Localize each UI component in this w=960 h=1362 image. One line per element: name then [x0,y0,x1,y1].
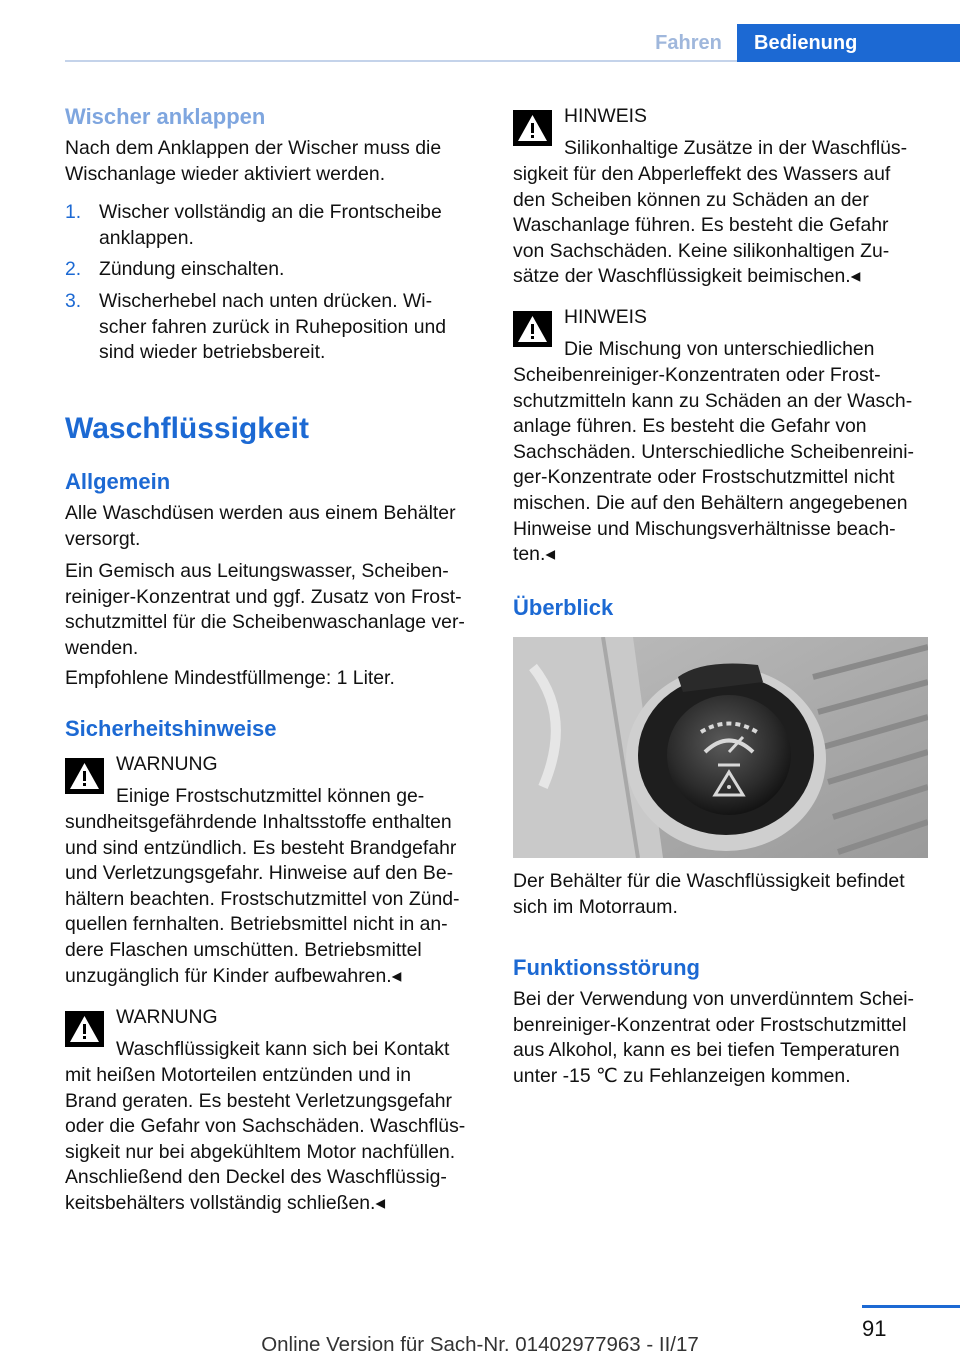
list-item [65,289,480,366]
text-line: Wischer vollständig an die Frontscheibe [99,201,442,223]
warning-triangle-icon [513,110,552,146]
text-line: schutzmittel für die Scheibenwaschanlage ver- [65,611,465,634]
text-line: Brand geraten. Es besteht Verletzungsgefahr [65,1089,452,1112]
allgemein-paragraph-2 [65,559,480,661]
photo-caption [513,869,928,920]
text-line: mit heißen Motorteilen entzünden und in [65,1064,412,1086]
tab-bedienung[interactable]: Bedienung [737,24,960,62]
section-title-waschfluessigkeit: Waschflüssigkeit [65,412,309,445]
hinweis-1-text [513,162,928,290]
text-line: schutzmitteln kann zu Schäden an der Wasch- [513,389,913,412]
text-line: dere Flaschen umschütten. Betriebsmittel [65,938,422,961]
warning-triangle-icon [65,758,104,794]
text-line: aus Alkohol, kann es bei tiefen Temperaturen [513,1039,900,1062]
text-line: Anschließend den Deckel des Waschflüssig- [65,1166,447,1189]
allgemein-paragraph-3: Empfohlene Mindestfüllmenge: 1 Liter. [65,667,395,689]
text-line: hältern beachten. Frostschutzmittel von Zünd- [65,887,460,910]
list-number: 1. [65,201,82,223]
warning-triangle-icon [65,1011,104,1047]
text-line: anklappen. [99,226,194,249]
text-line: Der Behälter für die Waschflüssigkeit befindet [513,870,905,892]
text-line: sigkeit nur bei abgekühltem Motor nachfüllen. [65,1140,456,1163]
text-line: Bei der Verwendung von unverdünntem Schei- [513,988,914,1010]
text-line: von Sachschäden. Keine silikonhaltigen Zu- [513,239,890,262]
text-line: ger-Konzentrate oder Frostschutzmittel nicht [513,466,895,489]
text-line: Alle Waschdüsen werden aus einem Behälter [65,502,456,524]
wischer-intro [65,136,480,187]
text-line: Hinweise und Mischungsverhältnisse beach- [513,517,896,540]
sicherheitshinweise-heading: Sicherheitshinweise [65,716,277,741]
warning-triangle-icon [513,311,552,347]
text-line: sigkeit für den Abperleffekt des Wassers auf [513,163,891,185]
warning-label: WARNUNG [116,753,218,775]
ueberblick-heading: Überblick [513,595,614,620]
text-line: ten.◂ [513,543,556,566]
hinweis-2-text [513,363,928,568]
text-line: wenden. [65,636,139,659]
text-line: versorgt. [65,527,141,550]
text-line: sich im Motorraum. [513,895,678,918]
text-line: Waschanlage führen. Es besteht die Gefahr [513,214,889,237]
text-line: mischen. Die auf den Behältern angegebenen [513,491,908,514]
list-number: 2. [65,258,82,280]
text-line: Scheibenreiniger-Konzentraten oder Frost- [513,364,881,386]
text-line: Wischerhebel nach unten drücken. Wi- [99,290,433,312]
text-line: Zündung einschalten. [99,258,285,280]
warning-label: WARNUNG [116,1006,218,1028]
text-line: oder die Gefahr von Sachschäden. Waschflüs- [65,1115,466,1138]
text-line: sind wieder betriebsbereit. [99,341,326,364]
allgemein-heading: Allgemein [65,469,171,494]
text-line: Waschflüssigkeit kann sich bei Kontakt [116,1038,450,1060]
hinweis-label: HINWEIS [564,105,647,127]
text-line: benreiniger-Konzentrat oder Frostschutzmittel [513,1013,907,1036]
warning-1-text [65,810,480,989]
text-line: und Verletzungsgefahr. Hinweise auf den Be- [65,862,454,885]
page-number: 91 [862,1316,887,1341]
online-version-footer: Online Version für Sach-Nr. 01402977963 - II/17 [261,1333,699,1356]
funktionsstoerung-heading: Funktionsstörung [513,955,700,980]
text-line: quellen fernhalten. Betriebsmittel nicht in an- [65,913,448,936]
funktionsstoerung-text [513,987,928,1089]
washer-fluid-cap-photo [513,637,928,858]
list-number: 3. [65,290,82,312]
list-item [65,200,480,251]
text-line: anlage führen. Es besteht die Gefahr von [513,415,867,438]
text-line: scher fahren zurück in Ruheposition und [99,315,447,338]
text-line: unter -15 ℃ zu Fehlanzeigen kommen. [513,1064,851,1087]
wischer-anklappen-heading: Wischer anklappen [65,104,266,129]
text-line: Ein Gemisch aus Leitungswasser, Scheiben- [65,560,449,582]
text-line: sundheitsgefährdende Inhaltsstoffe enthalten [65,811,452,833]
tab-fahren[interactable]: Fahren [655,31,722,54]
text-line: und sind entzündlich. Es besteht Brandgefahr [65,836,457,859]
text-line: Nach dem Anklappen der Wischer muss die [65,137,442,159]
warning-2-text [65,1063,480,1217]
footer-rule [862,1305,960,1308]
text-line: Wischanlage wieder aktiviert werden. [65,162,386,185]
text-line: unzugänglich für Kinder aufbewahren.◂ [65,964,402,987]
text-line: Silikonhaltige Zusätze in der Waschflüs- [564,137,908,159]
text-line: keitsbehälters vollständig schließen.◂ [65,1191,386,1214]
text-line: reiniger-Konzentrat und ggf. Zusatz von Frost- [65,585,462,608]
allgemein-paragraph-1 [65,501,480,552]
list-item [65,257,480,283]
text-line: Sachschäden. Unterschiedliche Scheibenreini- [513,440,914,463]
text-line: sätze der Waschflüssigkeit beimischen.◂ [513,265,861,288]
text-line: Die Mischung von unterschiedlichen [564,338,875,360]
hinweis-label: HINWEIS [564,306,647,328]
text-line: Einige Frostschutzmittel können ge- [116,785,425,807]
text-line: den Scheiben können zu Schäden an der [513,188,869,211]
